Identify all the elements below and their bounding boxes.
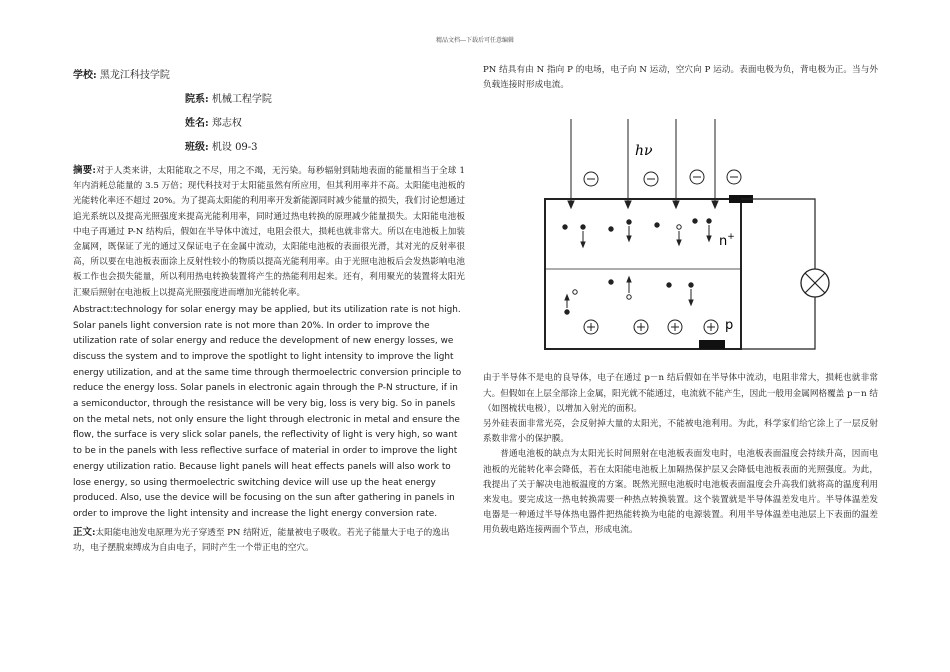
class-label: 班级: <box>185 142 209 153</box>
paragraph-thermoelectric: 普通电池板的缺点为太阳光长时间照射在电池板表面发电时，电池板表面温度会持续升高，因而电池板的光能转化率会降低，若在太阳能电池板上加隔热保护层又会降低电池板表面的光照强度。为此，我提出了关于解决电池板温度的方案。既然光照电池板时电池板表面温度会升高我们就将高的温度利用来发电。要完成这一热电转换需要一种热点转换装置。这个装置就是半导体温差发电片。半导体温差发电器是一种通过半导体热电器件把热能转换为电能的电源装置。利用半导体温差电池层上下表面的温差用负载电路连接两面个节点，形成电流。 <box>483 449 878 536</box>
dept-label: 院系: <box>185 94 209 105</box>
right-column <box>483 63 878 539</box>
lamp-icon <box>801 269 829 297</box>
body-label: 正文: <box>73 526 96 538</box>
school-line <box>73 64 465 88</box>
abstract-zh <box>73 163 465 301</box>
student-info <box>73 64 465 160</box>
name-label: 姓名: <box>185 118 209 129</box>
p-region-carriers <box>565 277 693 314</box>
n-region-label: n+ <box>719 232 735 250</box>
class-line <box>73 136 465 160</box>
class-value: 机设 09-3 <box>211 142 258 153</box>
photon-label: hν <box>635 143 653 160</box>
back-electrode <box>699 340 725 349</box>
school-value: 黑龙江科技学院 <box>99 70 170 81</box>
paragraph-metal-grid: 由于半导体不是电的良导体，电子在通过 p－n 结后假如在半导体中流动，电阻非常大，损耗也就非常大。但假如在上层全部涂上金属，阳光就不能通过，电流就不能产生，因此一般用金属网格覆盖 p－n 结（如图梳状电极），以增加入射光的面积。 <box>483 373 878 414</box>
n-region-carriers <box>563 219 711 247</box>
abstract-label: 摘要: <box>73 165 96 176</box>
page-header: 精品文档---下载后可任意编辑 <box>435 37 515 44</box>
circuit-wire-bottom <box>741 297 815 349</box>
circuit-wire-top <box>741 199 815 269</box>
name-line <box>73 112 465 136</box>
light-arrows <box>568 119 718 208</box>
p-region-label: p <box>725 318 734 334</box>
dept-line <box>73 88 465 112</box>
paragraph-reflection: 另外硅表面非常光亮，会反射掉大量的太阳光，不能被电池利用。为此，科学家们给它涂上了一层反射系数非常小的保护膜。 <box>483 419 878 445</box>
school-label: 学校: <box>73 70 97 81</box>
abstract-text: 对于人类来讲，太阳能取之不尽，用之不竭，无污染。每秒辐射到陆地表面的能量相当于全球 1 年内消耗总能量的 3.5 万倍；现代科技对于太阳能虽然有所应用，但其利用率并不高。太阳能电池板的光能转化率还不超过 20%。为了提高太阳能的利用率开发新能源同时减少能量的损失，我们讨论想通过追光系统以及提高光照强度来提高光能利用率，同时通过热电转换的原理减少能量损失。太阳能电池板中电子再通过 P-N 结构后，假如在半导体中流过，电阻会很大，损耗也就非常大。所以在电池板上加装金属网，既保证了光的通过又保证电子在金属中流动，太阳能电池板的表面很光滑，其对光的反射率很高，所以要在电池板表面涂上反射性较小的物质以提高光能利用率。由于光照电池板后会发热影响电池板工作也会损失能量，所以利用热电转换装置将产生的热能利用起来。还有，利用聚光的装置将太阳光汇聚后照射在电池板上以提高光照强度进而增加光能转化率。 <box>73 166 465 298</box>
left-column <box>73 64 465 556</box>
solar-cell-diagram <box>483 107 878 359</box>
dept-value: 机械工程学院 <box>211 94 272 105</box>
body-text: 太阳能电池发电原理为光子穿透至 PN 结附近，能量被电子吸收。若光子能量大于电子的逸出功，电子摆脱束缚成为自由电子，同时产生一个带正电的空穴。 <box>73 527 450 553</box>
body-intro <box>73 525 465 556</box>
paragraph-pn-field: PN 结具有由 N 指向 P 的电场，电子向 N 运动，空穴向 P 运动。表面电极为负，背电极为正。当与外负载连接时形成电流。 <box>483 65 878 91</box>
hole-symbols <box>584 320 718 334</box>
abstract-en: Abstract:technology for solar energy may be applied, but its utilization rate is not high. Solar panels light conversion rate is not more than 20%. In order to improve the utilization rate of solar energy and reduce the development of new energy losses, we discuss the system and to improve the spotlight to light intensity to improve the light energy utilization, and at the same time through thermoelectric conversion principle to reduce the energy loss. Solar panels in electronic again through the P-N structure, if in a semiconductor, through the resistance will be very big, loss is very big. So in panels on the metal nets, not only ensure the light through electronic in metal and ensure the flow, the surface is very slick solar panels, the reflectivity of light is very high, so want to be in the panels with less reflective surface of material in order to improve the light energy utilization ratio. Because light panels will heat effects panels will also work to lose energy, so using thermoelectric switching device will use up the heat energy produced. Also, use the device will be focusing on the sun after gathering in panels in order to improve the light intensity and increase the light energy conversion rate. <box>73 304 462 519</box>
name-value: 郑志权 <box>211 118 242 129</box>
electron-symbols <box>584 170 741 186</box>
